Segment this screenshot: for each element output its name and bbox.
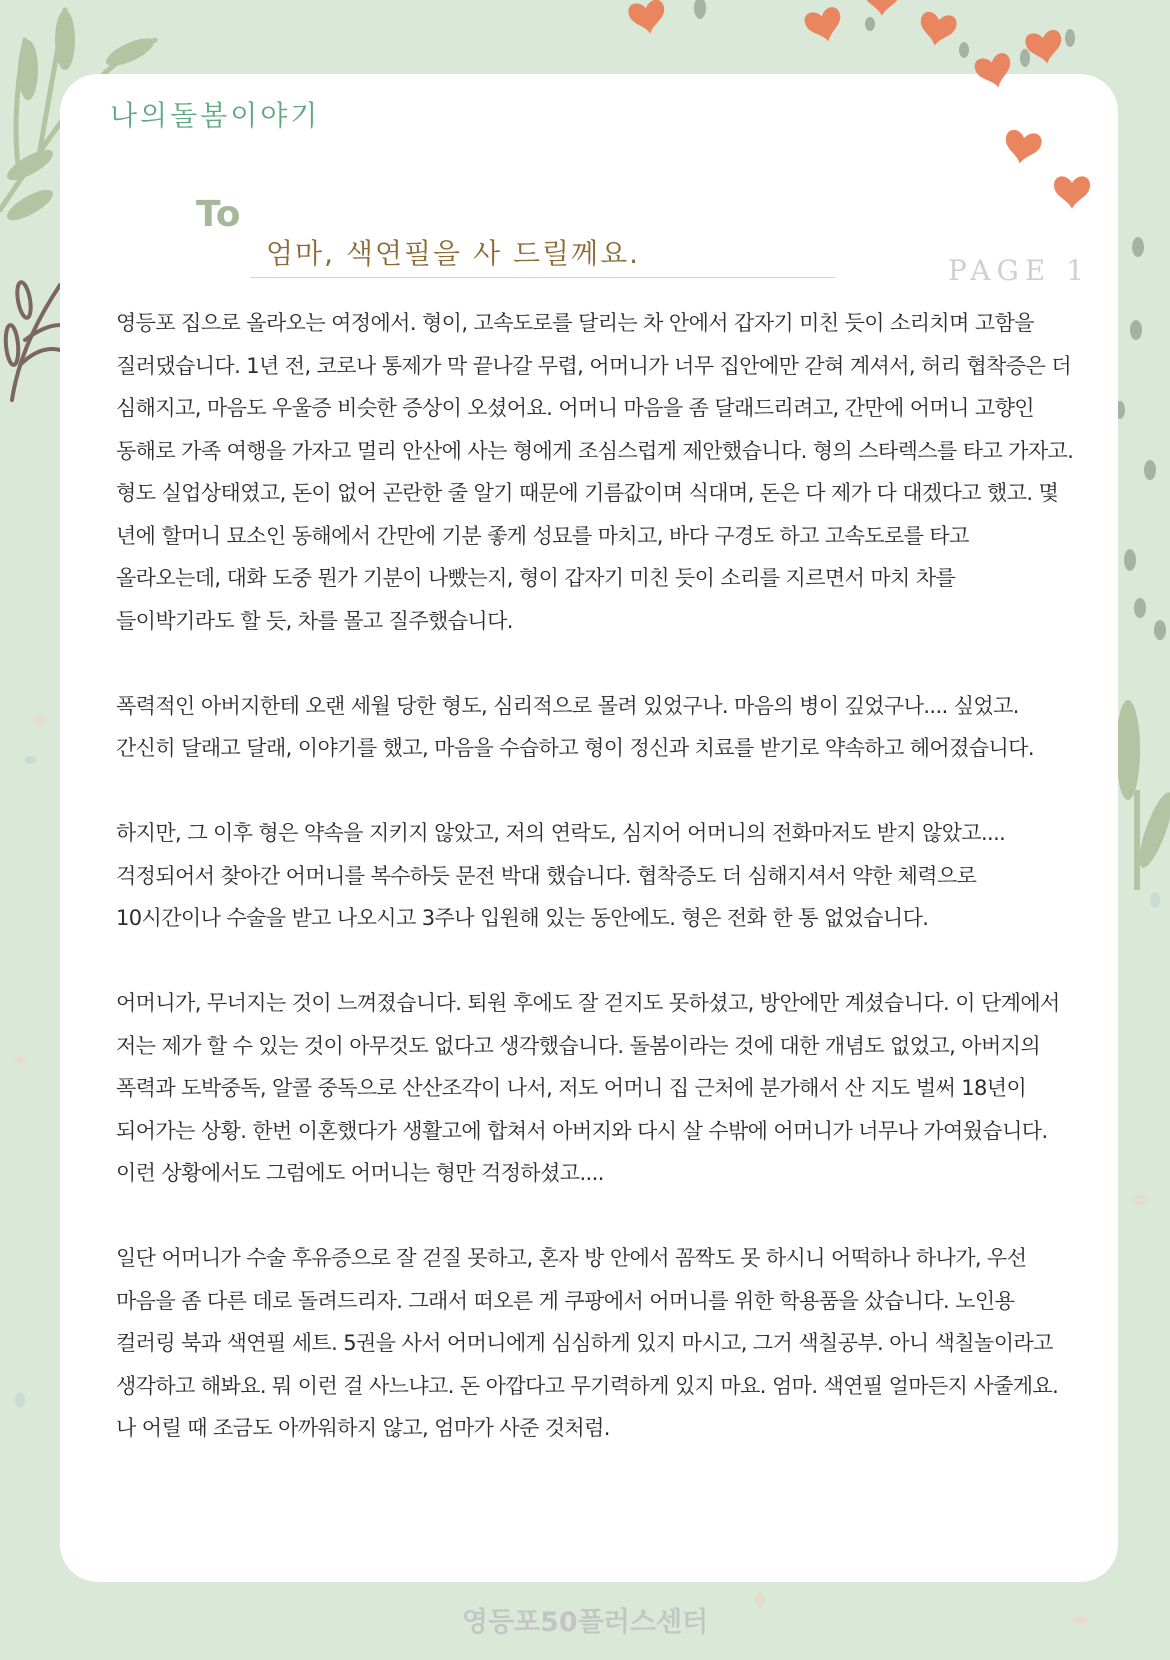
paragraph: 일단 어머니가 수술 후유증으로 잘 걷질 못하고, 혼자 방 안에서 꼼짝도 못 하시니 어떡하나 하나가, 우선 마음을 좀 다른 데로 돌려드리자. 그래서 떠오른 게 쿠팡에서 어머니를 위한 학용품을 샀습니다. 노인용 컬러링 북과 색연필 세트. 5권을 사서 어머니에게 심심하게 있지 마시고, 그거 색칠공부. 아니 색칠놀이라고 생각하고 해봐요. 뭐 이런 걸 사느냐고. 돈 아깝다고 무기력하게 있지 마요. 엄마. 색연필 얼마든지 사줄게요. 나 어릴 때 조금도 아까워하지 않고, 엄마가 사준 것처럼. — [116, 1246, 1059, 1440]
leaf-branch-decoration-right — [1116, 690, 1170, 890]
leaf-branch-decoration-left — [0, 265, 62, 405]
letter-title: 엄마, 색연필을 사 드릴께요. — [266, 237, 641, 270]
paragraph: 어머니가, 무너지는 것이 느껴졌습니다. 퇴원 후에도 잘 걷지도 못하셨고, 방안에만 계셨습니다. 이 단계에서 저는 제가 할 수 있는 것이 아무것도 없다고 생각했습니다. 돌봄이라는 것에 대한 개념도 없었고, 아버지의 폭력과 도박중독, 알콜 중독으로 산산조각이 나서, 저도 어머니 집 근처에 분가해서 산 지도 벌써 18년이 되어가는 상황. 한번 이혼했다가 생활고에 합쳐서 아버지와 다시 살 수밖에 어머니가 너무나 가여웠습니다. 이런 상황에서도 그럼에도 어머니는 형만 걱정하셨고.... — [116, 991, 1060, 1185]
letter-card — [60, 74, 1118, 1582]
paragraph: 영등포 집으로 올라오는 여정에서. 형이, 고속도로를 달리는 차 안에서 갑자기 미친 듯이 소리치며 고함을 질러댔습니다. 1년 전, 코로나 통제가 막 끝나갈 무렵, 어머니가 너무 집안에만 갇혀 계셔서, 허리 협착증은 더 심해지고, 마음도 우울증 비슷한 증상이 오셨어요. 어머니 마음을 좀 달래드리려고, 간만에 어머니 고향인 동해로 가족 여행을 가자고 멀리 안산에 사는 형에게 조심스럽게 제안했습니다. 형의 스타렉스를 타고 가자고. 형도 실업상태였고, 돈이 없어 곤란한 줄 알기 때문에 기름값이며 식대며, 돈은 다 제가 다 대겠다고 했고. 몇 년에 할머니 묘소인 동해에서 간만에 기분 좋게 성묘를 마치고, 바다 구경도 하고 고속도로를 타고 올라오는데, 대화 도중 뭔가 기분이 나빴는지, 형이 갑자기 미친 듯이 소리를 지르면서 마치 차를 들이박기라도 할 듯, 차를 몰고 질주했습니다. — [116, 311, 1074, 633]
paragraph: 폭력적인 아버지한테 오랜 세월 당한 형도, 심리적으로 몰려 있었구나. 마음의 병이 깊었구나.... 싶었고. 간신히 달래고 달래, 이야기를 했고, 마음을 수습하고 형이 정신과 치료를 받기로 약속하고 헤어졌습니다. — [116, 693, 1034, 760]
paragraph: 하지만, 그 이후 형은 약속을 지키지 않았고, 저의 연락도, 심지어 어머니의 전화마저도 받지 않았고.... 걱정되어서 찾아간 어머니를 복수하듯 문전 박대 했습니다. 협착증도 더 심해지셔서 약한 체력으로 10시간이나 수술을 받고 나오시고 3주나 입원해 있는 동안에도. 형은 전화 한 통 없었습니다. — [116, 821, 1006, 930]
to-label: To — [196, 194, 241, 235]
center-name-footer: 영등포50플러스센터 — [461, 1607, 709, 1638]
title-underline — [250, 277, 836, 278]
letter-body — [116, 302, 1076, 1492]
series-title: 나의돌봄이야기 — [110, 99, 321, 132]
page-number-label: PAGE 1 — [948, 254, 1091, 287]
